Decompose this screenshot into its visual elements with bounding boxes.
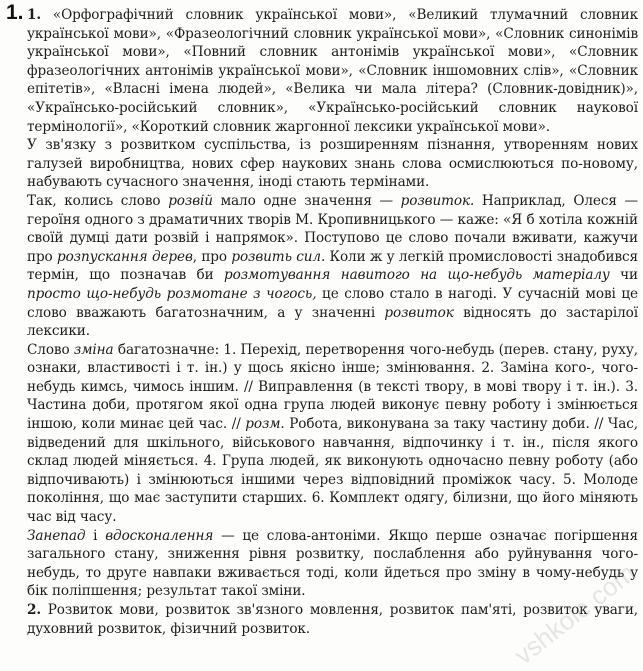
text-run: відносять до застарілої лексики. — [27, 304, 638, 340]
text-run: — це слова-антоніми. Якщо перше означає погіршення загального стану, зниження рівня розвитку, послаблення або руйнування чого-небудь, то друге навпаки вживається тоді, коли йдеться про зміну в чому-небудь у бік поліпшення; результат такої зміни. — [27, 527, 638, 600]
task-number: 1. — [6, 1, 24, 24]
text-run: багатозначне: 1. Перехід, перетворення чого-небудь (перев. стану, руху, ознаки, властивості і т. ін.) у щось якісно інше; змінювання. 2. Заміна кого-, чого-небудь кимсь, чимось іншим. // Виправлення (в тексті твору, в мові твору і т. ін.). 3. Частина доби, протягом якої одна група людей виконує певну роботу і змінюється іншою, коли минає цей час. // — [27, 341, 638, 433]
text-run: мало одне значення — — [212, 192, 401, 209]
paragraph-1: У зв'язку з розвитком суспільства, із розширенням пізнання, утворенням нових галузей виробництва, нових сфер наукових знань слова осмислюються по-новому, набувають сучасного значення, іноді стають термінами. — [27, 137, 638, 191]
italic-term: просто що-небудь розмотане з чогось, — [27, 285, 317, 302]
text-run: це слово стало в нагоді. У сучасній мові це слово вважають багатозначним, а у значенні — [27, 285, 638, 321]
text-run: , про — [192, 248, 232, 265]
item-2-label: 2. — [27, 602, 41, 618]
item-2 — [27, 601, 638, 638]
italic-term: розпускання дерев — [57, 248, 193, 265]
italic-term: зміна — [73, 341, 114, 358]
paragraph-3 — [27, 341, 638, 527]
text-run: Робота, виконувана за таку частину доби. // Час, відведений для шкільного, військового навчання, відпочинку і т. ін., після якого склад людей міняється. 4. Група людей, як виконують одночасно певну роботу (або відпочивають) і змінюються іншими через відповідний проміжок часу. 5. Молоде покоління, що має заступити старших. 6. Комплект одягу, білизни, що його міняють час від часу. — [27, 416, 638, 526]
text-run: Слово — [27, 341, 74, 358]
paragraph-2 — [27, 192, 638, 341]
italic-term: розвій — [168, 192, 213, 209]
document-page — [6, 1, 638, 638]
text-run: чи — [609, 267, 638, 284]
task-block — [6, 1, 638, 638]
italic-term: розмотування навитого на що-небудь матеріалу — [224, 267, 610, 284]
item-1-text: «Орфографічний словник української мови», «Великий тлумачний словник української мови», «Фразеологічний словник української мови», «Словник синонімів української мови», «Повний словник антонімів української мови», «Словник фразеологічних антонімів української мови», «Словник іншомовних слів», «Словник епітетів», «Власні імена людей», «Велика чи мала літера? (Словник-довідник)», «Українсько-російський словник», «Українсько-російський словник наукової термінології», «Короткий словник жаргонної лексики української мови». — [27, 7, 638, 135]
text-run: і — [85, 527, 106, 544]
text-run: Так, колись слово — [27, 192, 169, 209]
italic-term: розвить сил. — [231, 248, 326, 265]
italic-term: Занепад — [27, 527, 86, 544]
item-1-label: 1. — [27, 7, 41, 23]
italic-term: розм. — [245, 416, 285, 433]
watermark: vshkole.com — [508, 557, 641, 671]
text-run: Наприклад, Олеся — героїня одного з драматичних творів М. Кропивницького — каже: «Я б хотіла кожній своїй думці дати розвій і напрямок». Поступово це слово почали вживати, кажучи про — [27, 192, 638, 265]
text-run: Коли ж у легкій промисловості знадобився термін, що позначав би — [27, 248, 638, 284]
italic-term: розвиток — [384, 304, 454, 321]
paragraph-4 — [27, 527, 638, 601]
task-body — [27, 6, 638, 638]
italic-term: вдосконалення — [105, 527, 214, 544]
italic-term: розвиток. — [400, 192, 475, 209]
item-1 — [27, 6, 638, 136]
item-2-text: Розвиток мови, розвиток зв'язного мовлення, розвиток пам'яті, розвиток уваги, духовний розвиток, фізичний розвиток. — [27, 602, 638, 637]
